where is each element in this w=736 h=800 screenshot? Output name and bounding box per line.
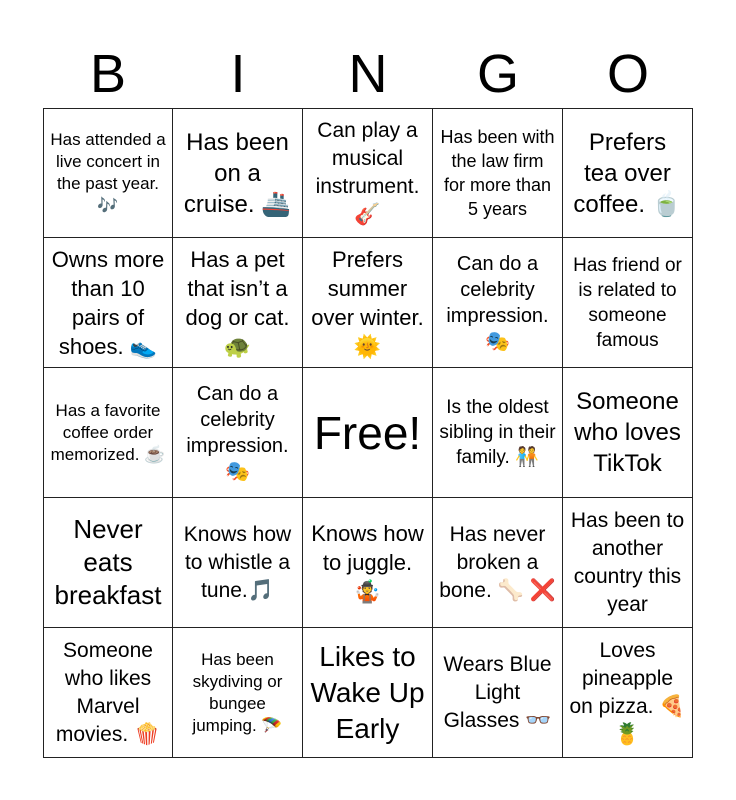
free-space-label: Free!	[313, 406, 422, 459]
bingo-cell[interactable]	[173, 238, 303, 368]
bingo-cell[interactable]	[43, 498, 173, 628]
header-letter-g: G	[476, 44, 519, 104]
cell-text: Loves pineapple on pizza. 🍕🍍	[569, 638, 686, 746]
bingo-cell[interactable]	[303, 498, 433, 628]
bingo-cell[interactable]	[563, 498, 693, 628]
cell-text: Has attended a live concert in the past year. 🎶	[50, 130, 166, 215]
cell-text: Has a favorite coffee order memorized. ☕	[50, 400, 166, 464]
cell-text: Can do a celebrity impression. 🎭	[446, 252, 549, 353]
bingo-cell[interactable]	[173, 368, 303, 498]
cell-text: Someone who loves TikTok	[574, 388, 681, 477]
cell-text: Has a pet that isn’t a dog or cat. 🐢	[185, 246, 290, 359]
bingo-cell[interactable]	[433, 628, 563, 758]
cell-text: Someone who likes Marvel movies. 🍿	[55, 638, 161, 746]
bingo-cell[interactable]	[173, 628, 303, 758]
cell-text: Has never broken a bone. 🦴 ❌	[439, 522, 556, 602]
header-letter-i: I	[230, 44, 246, 104]
bingo-cell[interactable]	[173, 108, 303, 238]
cell-text: Knows how to juggle. 🤹	[311, 521, 424, 604]
bingo-cell[interactable]	[303, 108, 433, 238]
bingo-cell[interactable]	[433, 498, 563, 628]
bingo-board	[43, 108, 693, 758]
cell-text: Likes to Wake Up Early	[310, 640, 425, 744]
cell-text: Wears Blue Light Glasses 👓	[443, 652, 552, 732]
cell-text: Prefers summer over winter.🌞	[311, 246, 424, 359]
bingo-cell[interactable]	[173, 498, 303, 628]
bingo-cell[interactable]	[433, 238, 563, 368]
bingo-cell[interactable]	[563, 628, 693, 758]
cell-text: Can play a musical instrument. 🎸	[315, 119, 420, 226]
bingo-cell[interactable]	[563, 108, 693, 238]
cell-text: Never eats breakfast	[54, 514, 162, 610]
cell-text: Has been on a cruise. 🚢	[183, 128, 292, 218]
cell-text: Owns more than 10 pairs of shoes. 👟	[51, 246, 165, 359]
cell-text: Is the oldest sibling in their family. 🧑‍🤝‍🧑	[439, 397, 556, 468]
bingo-cell[interactable]	[563, 368, 693, 498]
bingo-cell[interactable]	[43, 108, 173, 238]
cell-text: Prefers tea over coffee. 🍵	[573, 128, 682, 218]
cell-text: Has been with the law firm for more than 5 years	[440, 127, 555, 219]
bingo-cell[interactable]	[43, 628, 173, 758]
bingo-cell[interactable]	[43, 238, 173, 368]
header-letter-n: N	[348, 44, 388, 104]
bingo-cell[interactable]	[303, 238, 433, 368]
bingo-cell[interactable]	[563, 238, 693, 368]
cell-text: Has been to another country this year	[570, 508, 685, 616]
bingo-cell[interactable]	[43, 368, 173, 498]
cell-text: Knows how to whistle a tune.🎵	[183, 522, 292, 602]
cell-text: Can do a celebrity impression. 🎭	[186, 382, 289, 483]
bingo-cell[interactable]	[433, 108, 563, 238]
cell-text: Has friend or is related to someone famous	[573, 254, 682, 351]
free-space-cell[interactable]	[303, 368, 433, 498]
header-letter-o: O	[606, 44, 649, 104]
bingo-cell[interactable]	[433, 368, 563, 498]
bingo-cell[interactable]	[303, 628, 433, 758]
cell-text: Has been skydiving or bungee jumping. 🪂	[192, 649, 283, 735]
header-letter-b: B	[89, 44, 127, 104]
bingo-header	[43, 40, 693, 108]
